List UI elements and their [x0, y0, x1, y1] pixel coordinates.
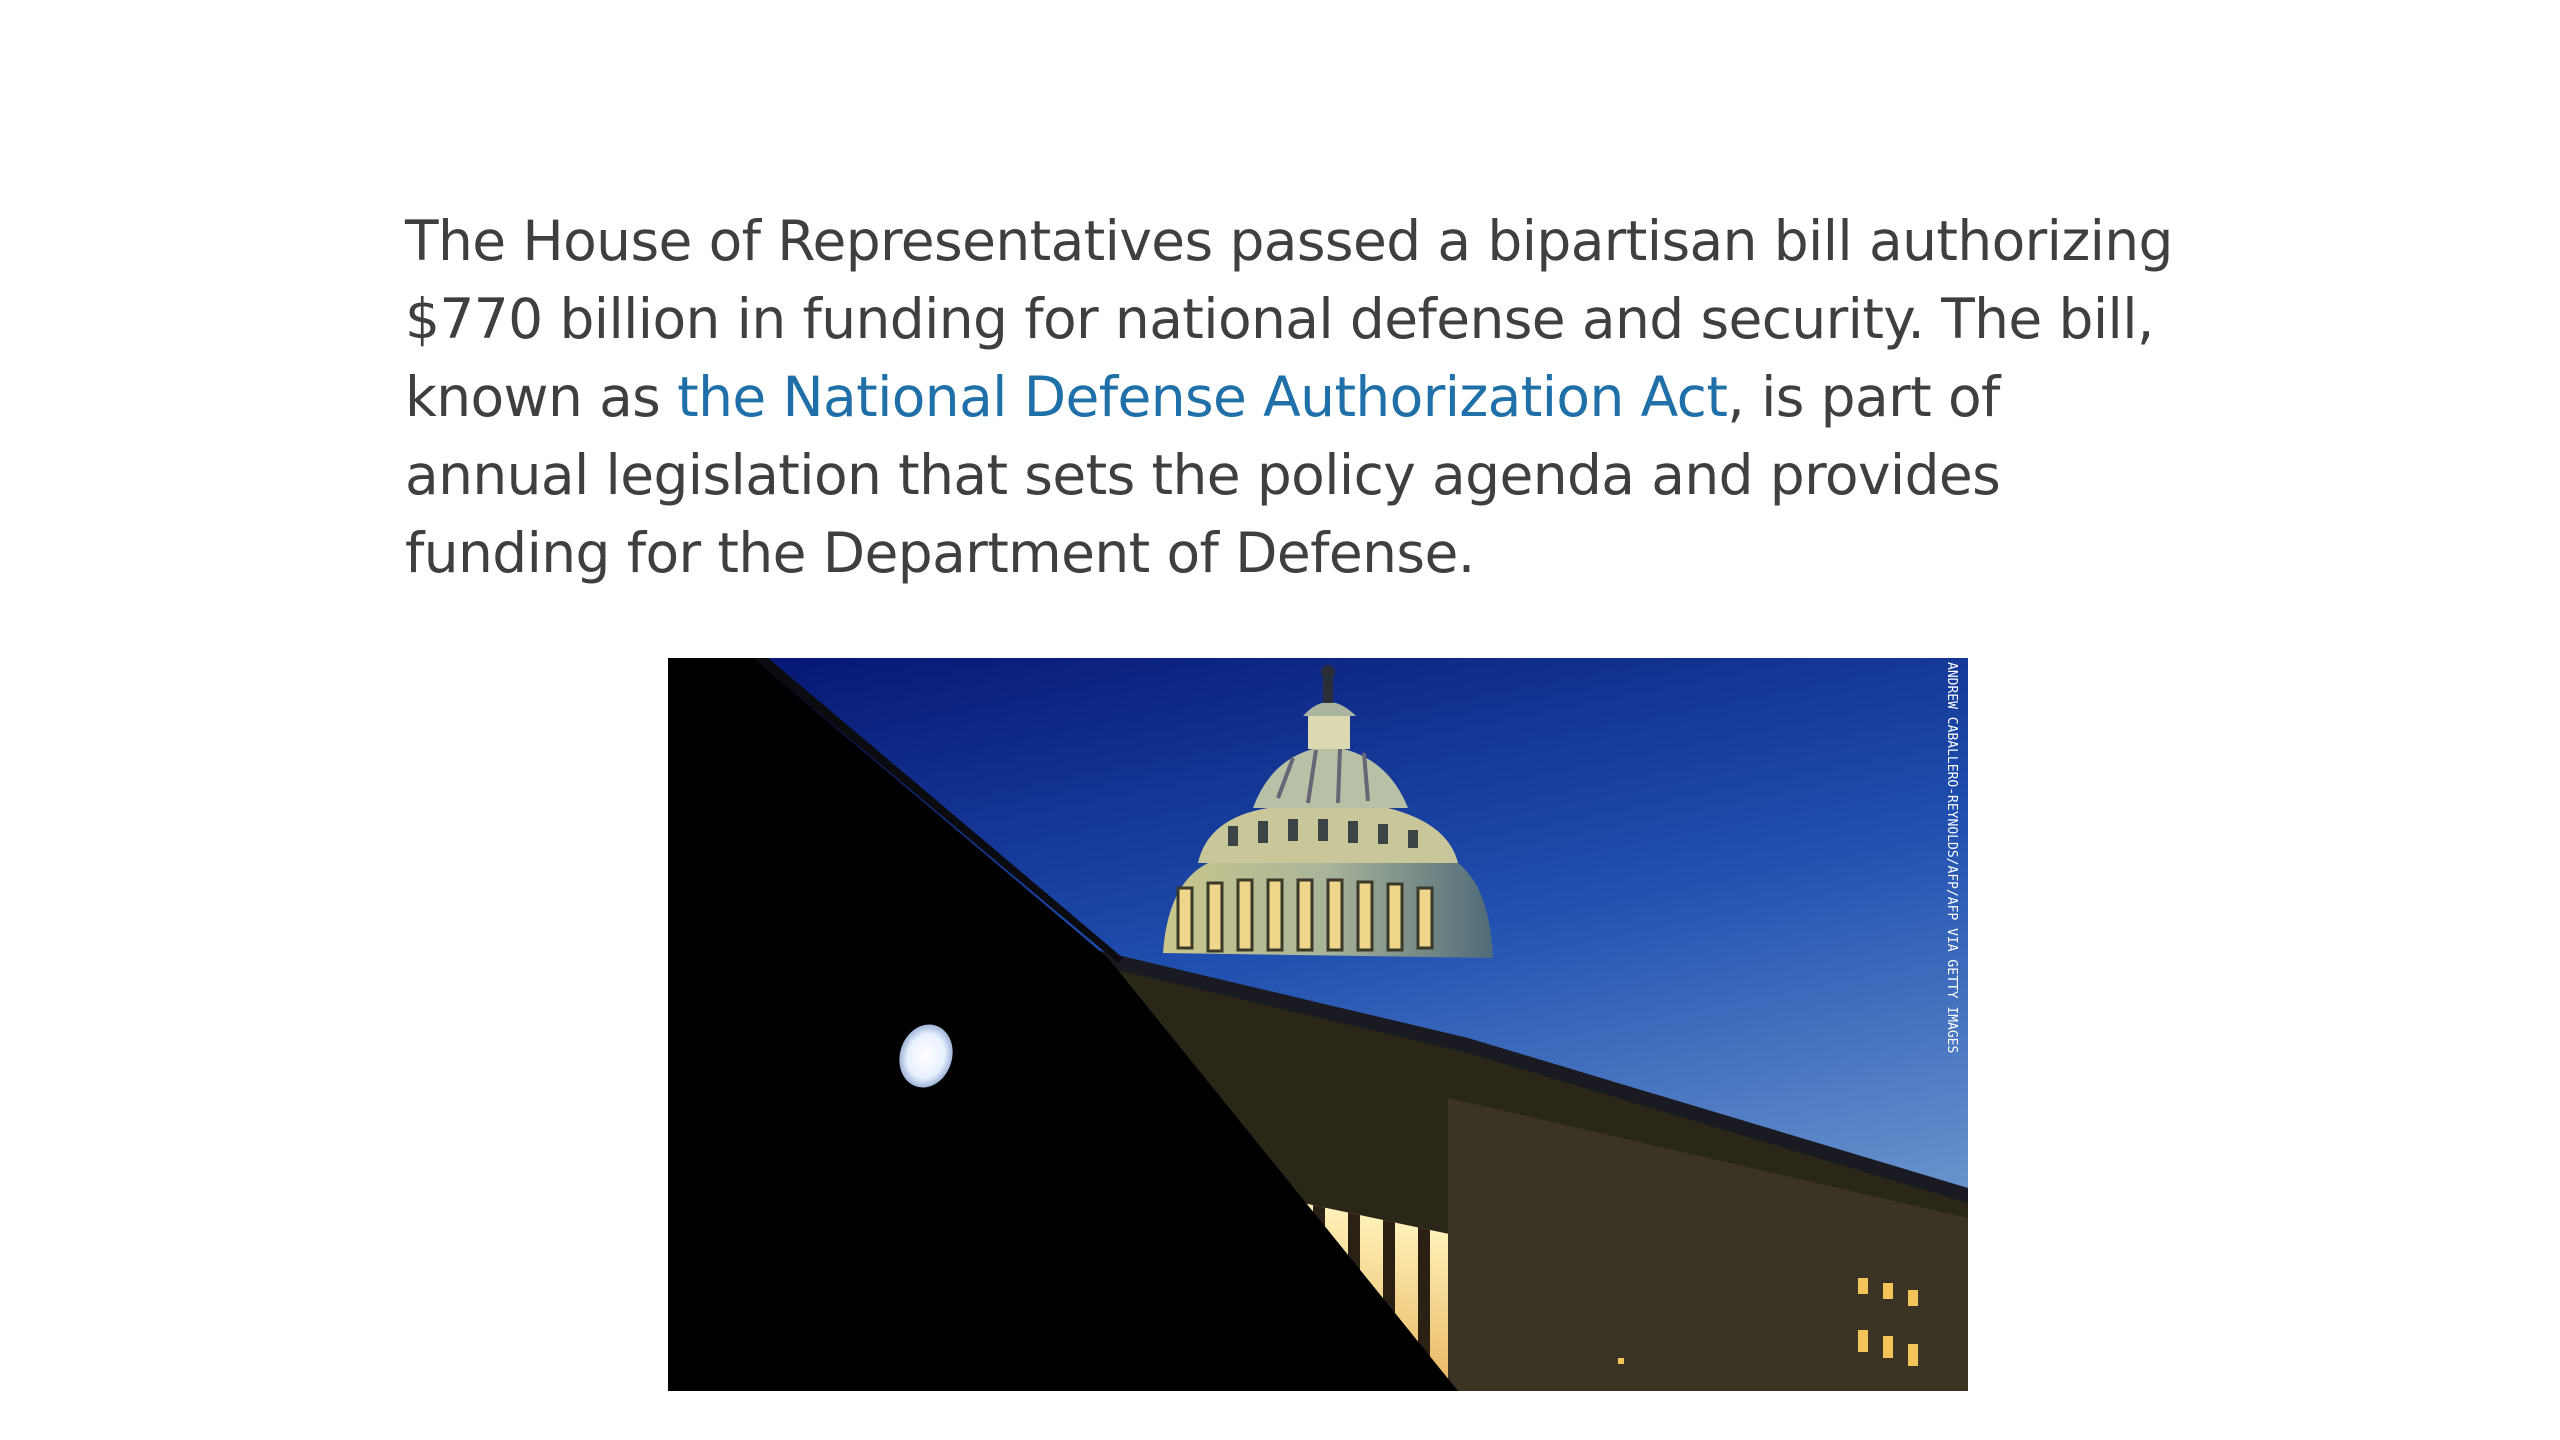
- body-paragraph: [405, 202, 2195, 592]
- paragraph-text-start: The House of Representatives passed a bipartisan bill authorizing $770 billion in funding for national defense and security. The bill, known as: [405, 209, 2173, 429]
- capitol-illustration: [668, 658, 1968, 1391]
- photo-credit: ANDREW CABALLERO-REYNOLDS/AFP/AFP VIA GETTY IMAGES: [1944, 662, 1959, 1054]
- paragraph-text-end: , is part of annual legislation that sets the policy agenda and provides funding for the Department of Defense.: [405, 365, 2001, 585]
- ndaa-link[interactable]: the National Defense Authorization Act: [677, 365, 1728, 429]
- capitol-photo: [668, 658, 1968, 1391]
